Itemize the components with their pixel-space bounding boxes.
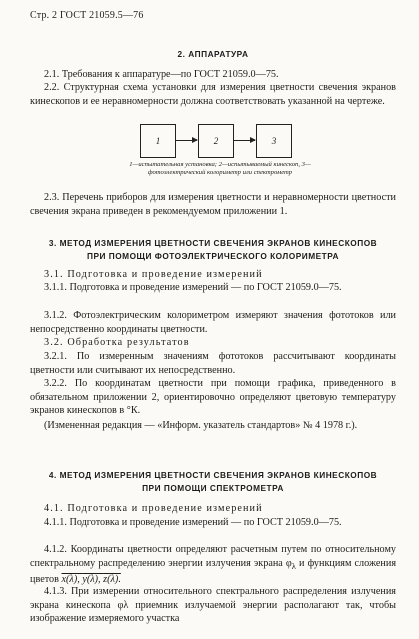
heading-3-2-text: 3.2. Обработка результатов [44,337,190,348]
para-4-1-2-text-cont: и функциям сложения цветов [30,557,397,586]
func-y-bar: y(λ), [82,574,104,586]
para-2-3-text: 2.3. Перечень приборов для измерения цветности и неравномерности цветности свечения экрана приведен в рекомендуемом приложении 1. [30,192,396,217]
para-2-2-text: 2.2. Структурная схема установки для измерения цветности свечения экранов кинескопов и ее неравномерности должна соответствовать указанной на чертеже. [30,82,396,107]
structural-diagram [140,124,290,162]
amendment-note [30,419,396,433]
section-4-title [30,469,396,494]
diagram-box-kinescope: 2 [198,124,234,158]
para-3-1-2 [30,309,396,336]
diagram-arrow-1 [175,140,197,141]
section-3-title-line2: ПРИ ПОМОЩИ ФОТОЭЛЕКТРИЧЕСКОГО КОЛОРИМЕТРА [86,250,340,261]
para-3-2-1 [30,350,396,377]
diagram-arrow-2 [233,140,255,141]
amendment-note-text: (Измененная редакция — «Информ. указатель стандартов» № 4 1978 г.). [44,420,358,431]
heading-3-1-text: 3.1. Подготовка и проведение измерений [44,269,263,280]
para-4-1-1-text: 4.1.1. Подготовка и проведение измерений — по ГОСТ 21059.0—75. [44,517,342,528]
heading-4-1-text: 4.1. Подготовка и проведение измерений [44,503,263,514]
heading-3-1 [30,268,396,282]
para-4-1-1 [30,516,396,530]
para-2-3 [30,191,396,218]
section-4-title-line2: ПРИ ПОМОЩИ СПЕКТРОМЕТРА [142,482,284,493]
para-4-1-2 [30,543,396,587]
func-z-bar: z(λ). [103,574,121,586]
diagram-box-test-setup: 1 [140,124,176,158]
para-2-1-text: 2.1. Требования к аппаратуре—по ГОСТ 21059.0—75. [44,69,279,80]
para-3-2-2-text: 3.2.2. По координатам цветности при помощи графика, приведенного в обязательном приложении 2, ориентировочно определяют цветовую температуру экранов кинескопов в °К. [30,378,396,417]
section-4-title-line1: 4. МЕТОД ИЗМЕРЕНИЯ ЦВЕТНОСТИ СВЕЧЕНИЯ ЭКРАНОВ КИНЕСКОПОВ [48,470,378,480]
para-3-1-1-text: 3.1.1. Подготовка и проведение измерений — по ГОСТ 21059.0—75. [44,282,342,293]
diagram-caption: 1—испытательная установка; 2—испытываемый кинескоп, 3—фотоэлектрический колориметр или спектрометр [129,161,311,177]
para-4-1-3 [30,585,396,626]
func-x-bar: x(λ), [61,574,83,586]
para-4-1-3-text: 4.1.3. При измерении относительного спектрального распределения излучения экрана кинескопа φλ приемник излучаемой энергии располагают так, чтобы изображение измеряемого участка [30,586,396,625]
section-3-title-line1: 3. МЕТОД ИЗМЕРЕНИЯ ЦВЕТНОСТИ СВЕЧЕНИЯ ЭКРАНОВ КИНЕСКОПОВ [48,238,378,248]
diagram-box-colorimeter: 3 [256,124,292,158]
para-3-1-1 [30,281,396,295]
section-2-title: 2. АППАРАТУРА [177,49,249,59]
section-3-title [30,237,396,262]
para-3-2-2 [30,377,396,418]
heading-4-1 [30,502,396,516]
para-4-1-2-text: 4.1.2. Координаты цветности определяют расчетным путем по относительному спектральному распределению энергии излучения экрана φ [30,544,396,569]
heading-3-2 [30,336,396,350]
para-3-2-1-text: 3.2.1. По измеренным значениям фототоков рассчитывают координаты цветности или считывают их непосредственно. [30,351,396,376]
para-3-1-2-text: 3.1.2. Фотоэлектрическим колориметром измеряют значения фототоков или непосредственно координаты цветности. [30,310,396,335]
para-2-1 [30,68,396,82]
phi-subscript: λ [291,560,296,571]
running-head: Стр. 2 ГОСТ 21059.5—76 [30,10,144,21]
para-2-2 [30,81,396,108]
